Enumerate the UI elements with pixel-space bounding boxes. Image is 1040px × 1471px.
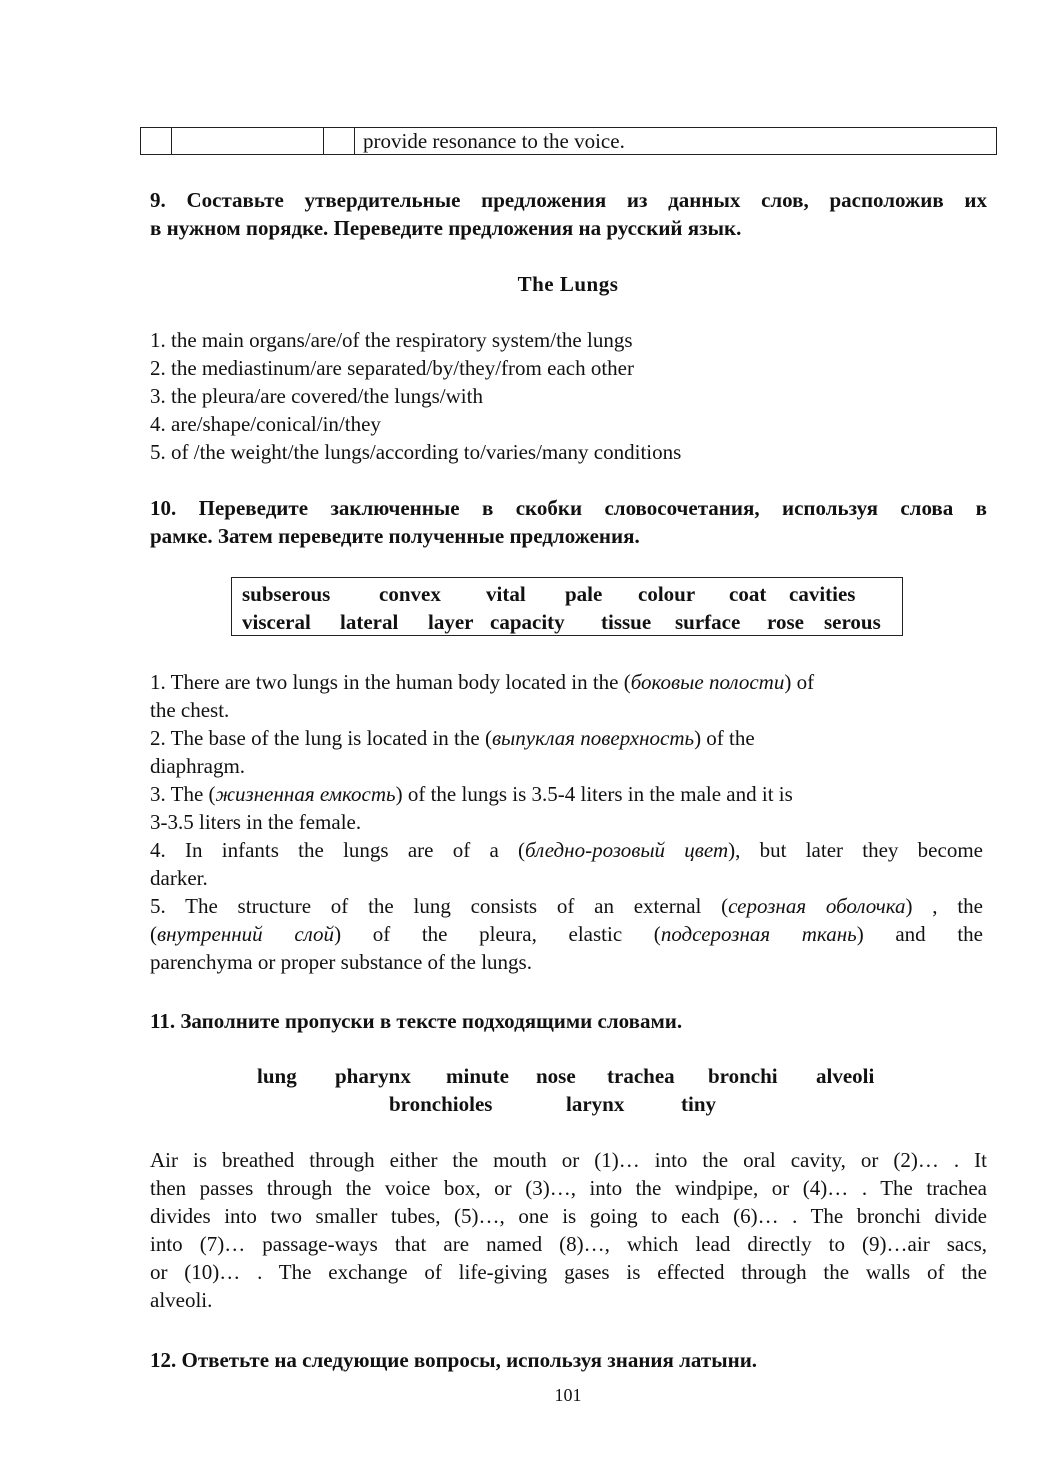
- box-word: serous: [824, 610, 881, 634]
- ex9-heading-line1: 9. Составьте утвердительные предложения из данных слов, расположив их: [150, 188, 987, 212]
- bank-word: alveoli: [816, 1064, 875, 1088]
- box-word: coat: [729, 582, 767, 606]
- list-item: 3. the pleura/are covered/the lungs/with: [150, 384, 483, 408]
- list-item: 5. of /the weight/the lungs/according to/varies/many conditions: [150, 440, 682, 464]
- box-word: vital: [486, 582, 526, 606]
- bank-word: tiny: [681, 1092, 717, 1116]
- box-word: convex: [379, 582, 441, 606]
- ex10-sentence-2-cont: diaphragm.: [150, 754, 246, 778]
- table-cell: provide resonance to the voice.: [355, 128, 997, 155]
- box-word: tissue: [601, 610, 652, 634]
- box-word: surface: [675, 610, 741, 634]
- ex11-text-line: into (7)… passage-ways that are named (8)…, which lead directly to (9)…air sacs,: [150, 1232, 987, 1256]
- ex9-heading-line2: в нужном порядке. Переведите предложения на русский язык.: [150, 216, 742, 240]
- bank-word: pharynx: [335, 1064, 411, 1088]
- ex10-sentence-4-cont: darker.: [150, 866, 208, 890]
- ex10-sentence-5-line3: parenchyma or proper substance of the lungs.: [150, 950, 532, 974]
- list-item: 1. the main organs/are/of the respiratory system/the lungs: [150, 328, 633, 352]
- ex10-sentence-3: 3. The (жизненная емкость) of the lungs is 3.5-4 liters in the male and it is: [150, 782, 793, 806]
- word-box: [231, 577, 903, 636]
- bank-word: bronchioles: [389, 1092, 493, 1116]
- word-bank: [0, 1062, 1040, 1122]
- box-word: layer: [428, 610, 474, 634]
- box-word: lateral: [340, 610, 399, 634]
- list-item: 2. the mediastinum/are separated/by/they/from each other: [150, 356, 634, 380]
- bank-word: bronchi: [708, 1064, 778, 1088]
- ex9-title: The Lungs: [517, 272, 619, 296]
- ex10-sentence-5: 5. The structure of the lung consists of an external (серозная оболочка) , the: [150, 894, 983, 918]
- box-word: pale: [565, 582, 603, 606]
- ex11-text-line: alveoli.: [150, 1288, 213, 1312]
- top-table-fragment: [140, 127, 997, 155]
- ex10-sentence-1-cont: the chest.: [150, 698, 230, 722]
- box-word: rose: [767, 610, 804, 634]
- ex10-sentence-3-cont: 3-3.5 liters in the female.: [150, 810, 362, 834]
- ex10-heading-line2: рамке. Затем переведите полученные предложения.: [150, 524, 640, 548]
- table-cell: [141, 128, 172, 155]
- ex11-text-line: divides into two smaller tubes, (5)…, one is going to each (6)… . The bronchi divide: [150, 1204, 987, 1228]
- ex11-text-line: then passes through the voice box, or (3)…, into the windpipe, or (4)… . The trachea: [150, 1176, 987, 1200]
- ex11-text-line: or (10)… . The exchange of life-giving gases is effected through the walls of the: [150, 1260, 987, 1284]
- ex10-sentence-2: 2. The base of the lung is located in the (выпуклая поверхность) of the: [150, 726, 755, 750]
- bank-word: trachea: [607, 1064, 675, 1088]
- box-word: colour: [638, 582, 696, 606]
- bank-word: larynx: [566, 1092, 625, 1116]
- ex10-sentence-4: 4. In infants the lungs are of a (бледно-розовый цвет), but later they become: [150, 838, 983, 862]
- ex10-sentence-5-line2: (внутренний слой) of the pleura, elastic (подсерозная ткань) and the: [150, 922, 983, 946]
- box-word: cavities: [789, 582, 856, 606]
- bank-word: minute: [446, 1064, 509, 1088]
- list-item: 4. are/shape/conical/in/they: [150, 412, 381, 436]
- ex10-heading-line1: 10. Переведите заключенные в скобки словосочетания, используя слова в: [150, 496, 987, 520]
- ex10-sentence-1: 1. There are two lungs in the human body located in the (боковые полости) of: [150, 670, 815, 694]
- ex12-heading: 12. Ответьте на следующие вопросы, используя знания латыни.: [150, 1348, 758, 1372]
- table-cell: [324, 128, 355, 155]
- page-number: 101: [554, 1385, 582, 1405]
- bank-word: nose: [536, 1064, 576, 1088]
- box-word: visceral: [242, 610, 311, 634]
- ex11-heading: 11. Заполните пропуски в тексте подходящими словами.: [150, 1009, 683, 1033]
- table-cell: [172, 128, 324, 155]
- ex11-text-line: Air is breathed through either the mouth or (1)… into the oral cavity, or (2)… . It: [150, 1148, 987, 1172]
- box-word: capacity: [490, 610, 565, 634]
- box-word: subserous: [242, 582, 331, 606]
- bank-word: lung: [257, 1064, 297, 1088]
